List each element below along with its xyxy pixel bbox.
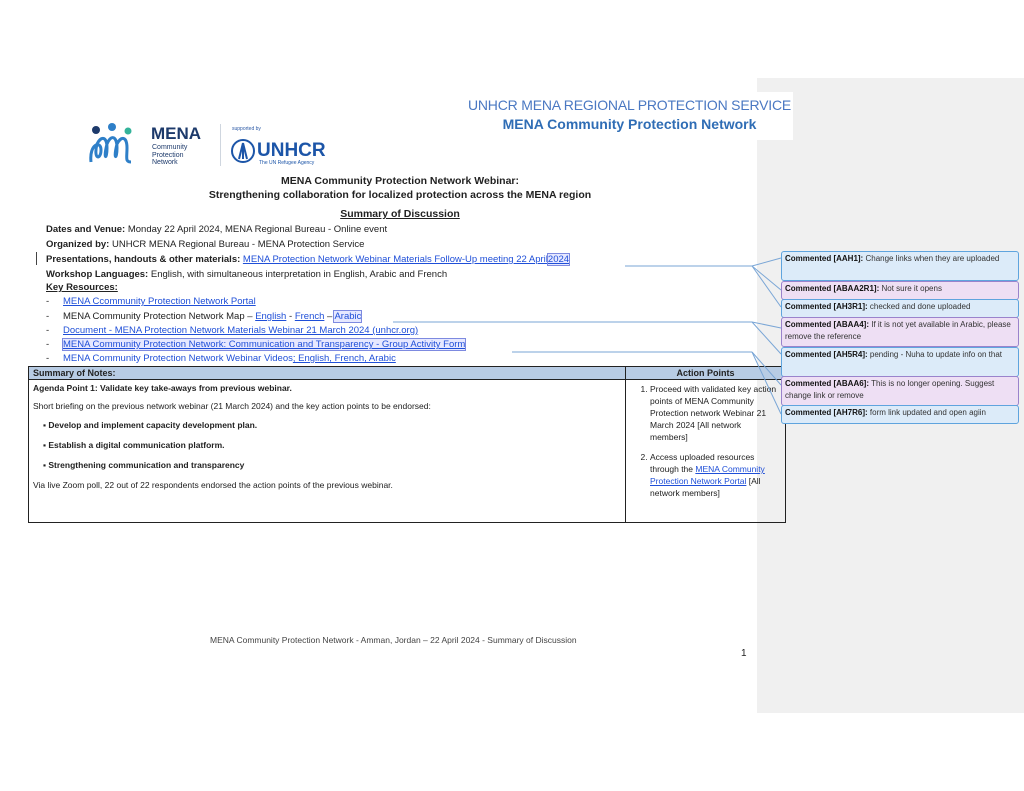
logo-divider <box>220 124 221 166</box>
languages-line <box>46 269 447 280</box>
footer-text: MENA Community Protection Network - Amman, Jordan – 22 April 2024 - Summary of Discussion <box>210 635 577 645</box>
dash-bullet: - <box>46 296 50 307</box>
comment-id: Commented [AH7R6]: <box>785 408 868 417</box>
resource-item <box>46 339 465 350</box>
summary-notes-cell <box>29 380 626 523</box>
unhcr-tagline: The UN Refugee Agency <box>259 160 315 166</box>
comment-id: Commented [ABAA2R1]: <box>785 284 880 293</box>
action-points-header: Action Points <box>626 367 786 380</box>
comment-text: form link updated and open agiin <box>869 408 986 417</box>
document-title <box>100 174 700 202</box>
dates-label: Dates and Venue: <box>46 224 126 235</box>
action-points-list <box>630 383 781 499</box>
service-title: UNHCR MENA REGIONAL PROTECTION SERVICE <box>467 97 791 113</box>
separator: – <box>324 311 335 322</box>
organized-line <box>46 239 364 250</box>
dates-line <box>46 224 387 235</box>
mena-people-icon <box>87 122 147 166</box>
title-line-2: Strengthening collaboration for localized protection across the MENA region <box>208 189 592 201</box>
portal-link-action[interactable]: MENA Community Protection Network Portal <box>650 464 765 486</box>
dash-bullet: - <box>46 339 50 350</box>
videos-links[interactable]: ; English, French, Arabic <box>292 353 396 364</box>
comment-id: Commented [ABAA4]: <box>785 320 869 329</box>
title-line-1: MENA Community Protection Network Webinar: <box>280 175 520 187</box>
group-activity-form-link[interactable]: MENA Community Protection Network: Communication and Transparency - Group Activity Form <box>63 339 466 350</box>
bullet-item: ▪ Strengthening communication and transparency <box>43 460 245 470</box>
dash-bullet: - <box>46 353 50 364</box>
videos-label: MENA Community Protection Network Webinar Videos <box>63 353 293 364</box>
bullet-item: ▪ Establish a digital communication platform. <box>43 440 225 450</box>
separator: - <box>286 311 295 322</box>
supported-by-label: supported by <box>232 126 261 132</box>
map-english-link[interactable]: English <box>255 311 287 322</box>
comment-text: checked and done uploaded <box>869 302 971 311</box>
comment-card[interactable] <box>781 347 1019 377</box>
resource-item <box>46 353 396 364</box>
materials-label: Presentations, handouts & other materials: <box>46 254 241 265</box>
resource-item <box>46 296 256 307</box>
briefing-text: Short briefing on the previous network webinar (21 March 2024) and the key action points to be endorsed: <box>33 401 431 411</box>
comment-text: If it is not yet available in Arabic, please remove the reference <box>785 320 1011 341</box>
summary-notes-header: Summary of Notes: <box>29 367 626 380</box>
bullet-item: ▪ Develop and implement capacity development plan. <box>43 420 258 430</box>
resource-item <box>46 311 361 322</box>
comment-card[interactable] <box>781 405 1019 424</box>
summary-heading: Summary of Discussion <box>340 208 460 220</box>
dash-bullet: - <box>46 325 50 336</box>
ap2-assignee: [All network members] <box>650 476 761 498</box>
comment-id: Commented [ABAA6]: <box>785 379 869 388</box>
comment-id: Commented [AH5R4]: <box>785 350 868 359</box>
action-points-cell <box>626 380 786 523</box>
comment-text: pending - Nuha to update info on that <box>869 350 1003 359</box>
comment-text: Change links when they are uploaded <box>865 254 1000 263</box>
action-point-item: 1. Proceed with validated key action points of MENA Community Protection network Webinar 21 March 2024 [All network members] <box>650 383 781 443</box>
resource-item <box>46 325 418 336</box>
poll-result-text: Via live Zoom poll, 22 out of 22 respondents endorsed the action points of the previous webinar. <box>33 480 393 490</box>
languages-label: Workshop Languages: <box>46 269 149 280</box>
comment-card[interactable] <box>781 251 1019 281</box>
organized-value: UNHCR MENA Regional Bureau - MENA Protection Service <box>111 239 365 250</box>
key-resources-label: Key Resources: <box>46 282 118 293</box>
comment-card[interactable] <box>781 281 1019 300</box>
page-number: 1 <box>741 648 747 659</box>
languages-value: English, with simultaneous interpretation in English, Arabic and French <box>150 269 448 280</box>
materials-line <box>46 254 569 265</box>
comment-card[interactable] <box>781 299 1019 318</box>
summary-table <box>28 366 786 523</box>
table-row <box>29 380 786 523</box>
mena-sub-3: Network <box>152 159 178 166</box>
mena-sub-2: Protection <box>152 151 184 159</box>
map-french-link[interactable]: French <box>294 311 325 322</box>
unhcr-logo-text: UNHCR <box>257 140 326 161</box>
map-label: MENA Community Protection Network Map – <box>63 311 256 322</box>
dash-bullet: - <box>46 311 50 322</box>
change-bar <box>36 252 37 265</box>
organized-label: Organized by: <box>46 239 110 250</box>
comment-card[interactable] <box>781 376 1019 406</box>
map-arabic-text[interactable]: Arabic <box>334 311 362 322</box>
comment-text: This is no longer opening. Suggest change link or remove <box>785 379 995 400</box>
materials-link[interactable]: MENA Protection Network Webinar Materials Follow-Up meeting 22 April <box>242 254 548 265</box>
mena-logo-title: MENA <box>151 124 202 143</box>
mena-sub-1: Community <box>152 144 188 151</box>
materials-document-link[interactable]: Document - MENA Protection Network Materials Webinar 21 March 2024 (unhcr.org) <box>63 325 419 336</box>
mena-logo-subtitle <box>152 144 187 167</box>
comment-id: Commented [AH3R1]: <box>785 302 868 311</box>
comment-id: Commented [AAH1]: <box>785 254 864 263</box>
ap2-text: Access uploaded resources through the <box>650 452 755 474</box>
comment-text: Not sure it opens <box>881 284 942 293</box>
action-point-item <box>650 451 781 499</box>
unhcr-emblem-icon <box>230 138 256 164</box>
portal-link[interactable]: MENA Ccommunity Protection Network Portal <box>63 296 256 307</box>
comment-card[interactable] <box>781 317 1019 347</box>
table-header-row <box>29 367 786 380</box>
materials-link-year[interactable]: 2024 <box>547 254 570 265</box>
logo-block <box>87 120 357 170</box>
dates-value: Monday 22 April 2024, MENA Regional Bureau - Online event <box>127 224 388 235</box>
network-title: MENA Community Protection Network <box>502 116 757 132</box>
agenda-point-title: Agenda Point 1: Validate key take-aways from previous webinar. <box>33 383 292 393</box>
